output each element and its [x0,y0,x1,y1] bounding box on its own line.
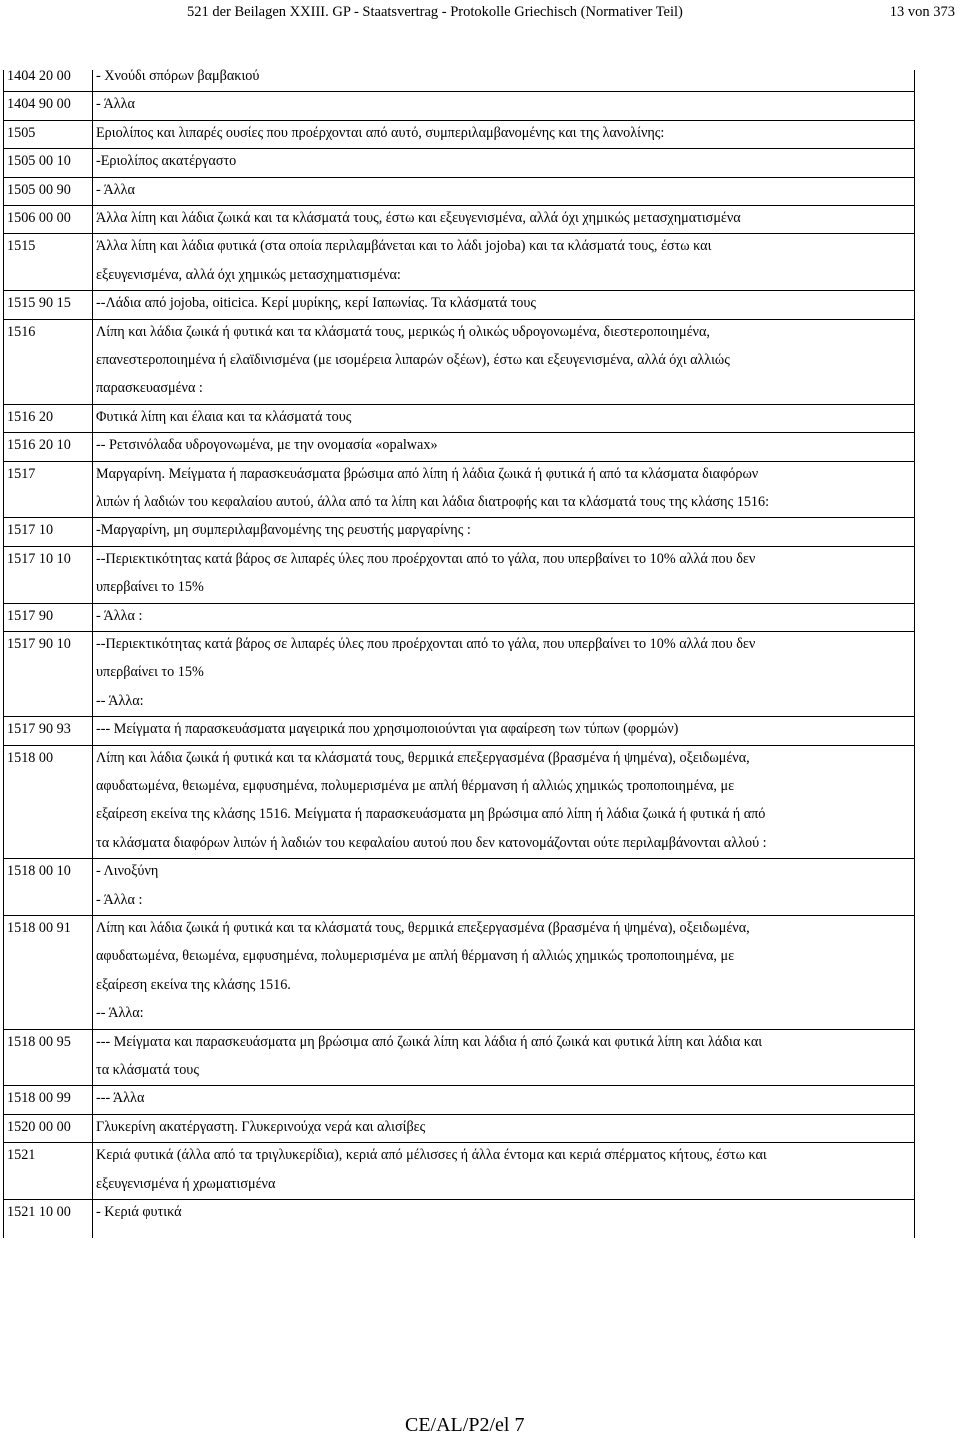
tariff-description [96,630,912,715]
row-separator [3,404,915,405]
description-line: - Άλλα : [96,891,143,908]
row-separator [3,461,915,462]
tariff-code: 1517 90 10 [7,636,71,652]
row-separator [3,148,915,149]
table-row [3,431,915,459]
description-line: -- Άλλα: [96,692,144,709]
table-row [3,516,915,544]
description-line: εξευγενισμένα ή χρωματισμένα [96,1175,276,1192]
tariff-code: 1521 10 00 [7,1204,71,1220]
row-separator [3,1029,915,1030]
table-row [3,1113,915,1141]
description-line: Άλλα λίπη και λάδια ζωικά και τα κλάσματά τους, έστω και εξευγενισμένα, αλλά όχι χημικώς μετασχηματισμένα [96,210,741,226]
description-line: εξαίρεση εκείνα της κλάσης 1516. Μείγματα ή παρασκευάσματα μη βρώσιμα από λίπη ή λάδια ζωικά ή φυτικά ή από [96,806,766,823]
row-separator [3,319,915,320]
tariff-description [96,715,912,743]
tariff-code: 1518 00 95 [7,1033,71,1050]
description-line: - Άλλα : [96,607,143,624]
tariff-description [96,431,912,459]
tariff-code: 1518 00 99 [7,1090,71,1107]
description-line: Άλλα λίπη και λάδια φυτικά (στα οποία περιλαμβάνεται και το λάδι jojoba) και τα κλάσματά τους, έστω και [96,238,712,255]
tariff-description [96,119,912,147]
tariff-description [96,62,912,90]
row-separator [3,716,915,717]
description-line: επανεστεροποιημένα ή ελαϊδινισμένα (με ισομέρεια λιπαρών οξέων), έστω και εξευγενισμένα, αλλά όχι αλλιώς [96,352,730,368]
tariff-code: 1505 00 10 [7,153,71,170]
description-line: αφυδατωμένα, θειωμένα, εμφυσημένα, πολυμερισμένα με απλή θέρμανση ή αλλιώς χημικώς τροποποιημένα, με [96,948,735,965]
description-line: Λίπη και λάδια ζωικά ή φυτικά και τα κλάσματά τους, μερικώς ή ολικώς υδρογονωμένα, διεστεροποιημένα, [96,323,710,340]
description-line: τα κλάσματά τους [96,1062,199,1078]
table-row [3,119,915,147]
description-line: Γλυκερίνη ακατέργαστη. Γλυκερινούχα νερά και αλισίβες [96,1118,426,1135]
tariff-description [96,232,912,289]
description-line: - Άλλα [96,181,135,198]
row-separator [3,233,915,234]
tariff-description [96,1141,912,1198]
table-row [3,204,915,232]
row-separator [3,1199,915,1200]
table-row [3,914,915,1028]
description-line: -- Ρετσινόλαδα υδρογονωμένα, με την ονομασία «opalwax» [96,437,438,454]
description-line: - Κεριά φυτικά [96,1204,182,1220]
table-row [3,715,915,743]
description-line: λιπών ή λαδιών του κεφαλαίου αυτού, άλλα από τα λίπη και λάδια διατροφής και τα κλάσματά τους της κλάσης 1516: [96,494,770,510]
row-separator [3,603,915,604]
tariff-code: 1506 00 00 [7,210,71,226]
tariff-description [96,857,912,914]
tariff-code: 1517 90 93 [7,721,71,738]
tariff-description [96,1084,912,1112]
tariff-description [96,1113,912,1141]
tariff-description [96,403,912,431]
row-separator [3,432,915,433]
description-line: - Λινοξύνη [96,863,159,880]
tariff-description [96,516,912,544]
tariff-code: 1520 00 00 [7,1118,71,1135]
table-row [3,176,915,204]
description-line: -Μαργαρίνη, μη συμπεριλαμβανομένης της ρευστής μαργαρίνης : [96,522,471,539]
description-line: Μαργαρίνη. Μείγματα ή παρασκευάσματα βρώσιμα από λίπη ή λάδια ζωικά ή φυτικά ή από τα κλάσματα διαφόρων [96,465,759,482]
row-separator [3,745,915,746]
page-header [0,0,960,24]
description-line: αφυδατωμένα, θειωμένα, εμφυσημένα, πολυμερισμένα με απλή θέρμανση ή αλλιώς χημικώς τροποποιημένα, με [96,778,735,794]
tariff-description [96,460,912,517]
tariff-code: 1517 90 [7,607,54,624]
description-line: - Χνούδι σπόρων βαμβακιού [96,68,260,84]
description-line: εξευγενισμένα, αλλά όχι χημικώς μετασχηματισμένα: [96,266,401,283]
tariff-description [96,602,912,630]
tariff-description [96,1028,912,1085]
document-reference: CE/AL/P2/el 7 [405,1414,525,1436]
description-line: Κεριά φυτικά (άλλα από τα τριγλυκερίδια), κεριά από μέλισσες ή άλλα έντομα και κεριά σπέρματος κήτους, έστω και [96,1147,767,1164]
table-row [3,289,915,317]
table-row [3,857,915,914]
tariff-description [96,90,912,118]
tariff-description [96,204,912,232]
row-separator [3,177,915,178]
row-separator [3,915,915,916]
description-line: --Λάδια από jojoba, oiticica. Κερί μυρίκης, κερί Ιαπωνίας. Τα κλάσματά τους [96,295,537,312]
tariff-code: 1505 00 90 [7,181,71,198]
row-separator [3,1142,915,1143]
tariff-code: 1518 00 10 [7,863,71,880]
tariff-code: 1505 [7,124,36,141]
tariff-code: 1515 [7,238,36,255]
description-line: Εριολίπος και λιπαρές ουσίες που προέρχονται από αυτό, συμπεριλαμβανομένης και της λανολίνης: [96,124,665,141]
table-row [3,602,915,630]
row-separator [3,858,915,859]
tariff-code: 1516 [7,323,36,340]
table-row [3,147,915,175]
tariff-description [96,1198,912,1226]
description-line: Λίπη και λάδια ζωικά ή φυτικά και τα κλάσματά τους, θερμικά επεξεργασμένα (βρασμένα ή ψημένα), οξειδωμένα, [96,920,750,936]
table-row [3,545,915,602]
description-line: Φυτικά λίπη και έλαια και τα κλάσματά τους [96,408,352,425]
row-separator [3,517,915,518]
row-separator [3,631,915,632]
description-line: -Εριολίπος ακατέργαστο [96,153,237,170]
table-row [3,1198,915,1226]
page-number: 13 von 373 [889,4,955,20]
table-row [3,318,915,403]
row-separator [3,546,915,547]
tariff-code: 1517 10 10 [7,550,71,567]
tariff-code: 1516 20 10 [7,437,71,454]
tariff-description [96,147,912,175]
tariff-description [96,289,912,317]
tariff-code: 1517 [7,465,36,482]
description-line: --- Μείγματα και παρασκευάσματα μη βρώσιμα από ζωικά λίπη και λάδια ή από ζωικά και φυτικά λίπη και λάδια και [96,1033,763,1050]
table-row [3,403,915,431]
description-line: --Περιεκτικότητας κατά βάρος σε λιπαρές ύλες που προέρχονται από το γάλα, που υπερβαίνει το 10% αλλά που δεν [96,550,756,567]
tariff-description [96,744,912,858]
tariff-description [96,318,912,403]
tariff-code: 1518 00 91 [7,920,71,936]
description-line: - Άλλα [96,96,135,113]
row-separator [3,91,915,92]
tariff-description [96,176,912,204]
description-line: εξαίρεση εκείνα της κλάσης 1516. [96,976,291,993]
description-line: -- Άλλα: [96,1005,144,1022]
description-line: --Περιεκτικότητας κατά βάρος σε λιπαρές ύλες που προέρχονται από το γάλα, που υπερβαίνει το 10% αλλά που δεν [96,636,756,652]
table-row [3,630,915,715]
table-row [3,232,915,289]
description-line: τα κλάσματα διαφόρων λιπών ή λαδιών του κεφαλαίου αυτού που δεν κατονομάζονται ούτε περιλαμβάνονται αλλού : [96,834,767,851]
row-separator [3,205,915,206]
description-line: υπερβαίνει το 15% [96,579,204,596]
table-row [3,1141,915,1198]
description-line: --- Μείγματα ή παρασκευάσματα μαγειρικά που χρησιμοποιούνται για αφαίρεση των τύπων (φορμών) [96,721,679,738]
tariff-code: 1515 90 15 [7,295,71,312]
tariff-code: 1404 90 00 [7,96,71,113]
table-row [3,62,915,90]
tariff-code: 1518 00 [7,749,54,766]
document-title: 521 der Beilagen XXIII. GP - Staatsvertrag - Protokolle Griechisch (Normativer Teil) [187,4,683,20]
table-row [3,90,915,118]
row-separator [3,120,915,121]
table-row [3,744,915,858]
row-separator [3,290,915,291]
description-line: Λίπη και λάδια ζωικά ή φυτικά και τα κλάσματά τους, θερμικά επεξεργασμένα (βρασμένα ή ψημένα), οξειδωμένα, [96,749,750,766]
table-row [3,460,915,517]
tariff-table [3,62,916,1238]
description-line: --- Άλλα [96,1090,145,1107]
tariff-description [96,914,912,1028]
tariff-code: 1517 10 [7,522,54,539]
description-line: παρασκευασμένα : [96,380,203,397]
description-line: υπερβαίνει το 15% [96,664,204,681]
tariff-description [96,545,912,602]
table-row [3,1028,915,1085]
tariff-code: 1516 20 [7,408,54,425]
tariff-code: 1404 20 00 [7,68,71,84]
table-row [3,1084,915,1112]
row-separator [3,1085,915,1086]
tariff-code: 1521 [7,1147,36,1164]
row-separator [3,1114,915,1115]
